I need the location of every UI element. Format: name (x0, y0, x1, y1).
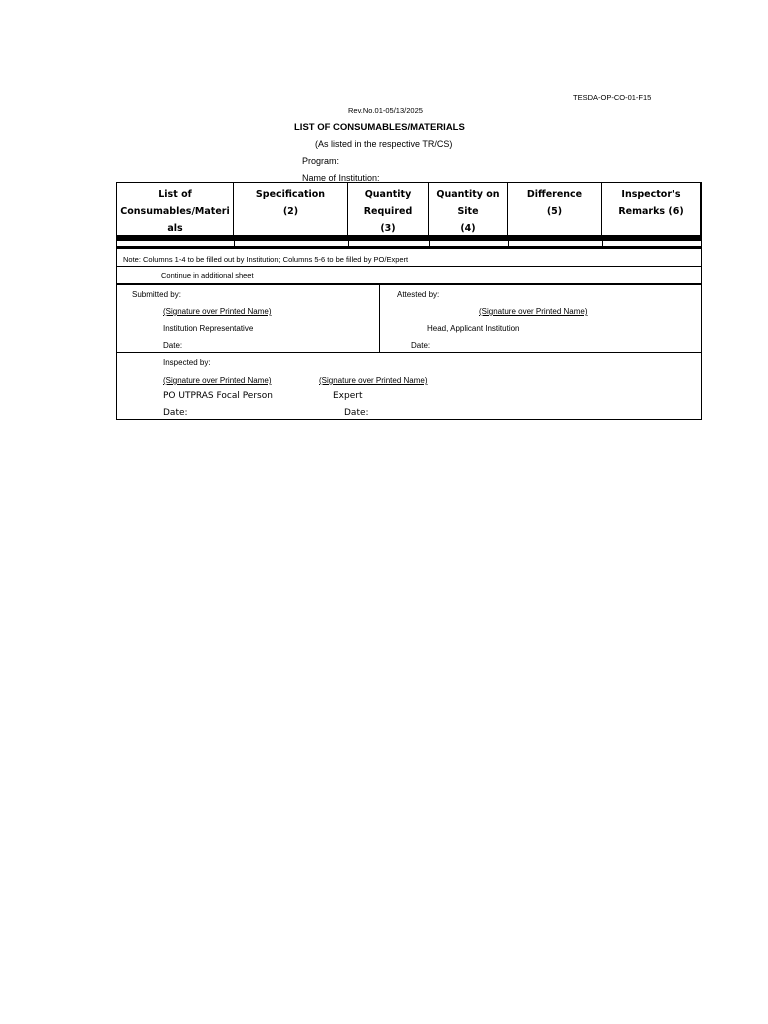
form-subtitle: (As listed in the respective TR/CS) (315, 139, 453, 149)
note-divider (117, 266, 701, 267)
program-label: Program: (302, 156, 340, 166)
column-header-quantity-required (348, 183, 429, 235)
signature-line: (Signature over Printed Name) (479, 307, 588, 316)
header-line: Quantity (364, 189, 412, 200)
header-line: Inspector's (621, 189, 681, 200)
column-header-difference (508, 183, 602, 235)
column-header-specification (234, 183, 348, 235)
continue-divider (117, 283, 701, 285)
signature-section-divider (117, 352, 701, 353)
inspected-signature-expert (319, 376, 428, 385)
signature-line: (Signature over Printed Name) (163, 307, 272, 316)
header-line: Consumables/Materi (120, 206, 230, 217)
submitted-date: Date: (163, 341, 183, 350)
signature-divider (379, 285, 380, 352)
inspected-date-expert: Date: (344, 408, 369, 418)
header-line: (2) (282, 206, 299, 217)
form-note: Note: Columns 1-4 to be filled out by Institution; Columns 5-6 to be filled by PO/Expert (123, 255, 409, 264)
column-header-consumables (117, 183, 234, 235)
column-header-inspector-remarks (602, 183, 701, 235)
attested-signature (479, 307, 588, 316)
institution-label: Name of Institution: (302, 173, 380, 183)
revision-number: Rev.No.01-05/13/2025 (348, 106, 423, 115)
inspector-role-expert: Expert (333, 391, 363, 401)
header-divider (117, 235, 701, 241)
header-line: (3) (380, 223, 396, 234)
signature-line: (Signature over Printed Name) (163, 376, 272, 385)
signature-line: (Signature over Printed Name) (319, 376, 428, 385)
form-code: TESDA-OP-CO-01-F15 (573, 93, 652, 102)
inspected-signature-po (163, 376, 272, 385)
inspected-date-po: Date: (163, 408, 188, 418)
header-line: (5) (546, 206, 563, 217)
header-line: (4) (460, 223, 476, 234)
continue-text: Continue in additional sheet (161, 271, 254, 280)
attested-role: Head, Applicant Institution (427, 324, 520, 333)
submitted-role: Institution Representative (163, 324, 254, 333)
column-header-quantity-on-site (429, 183, 508, 235)
header-line: Specification (255, 189, 326, 200)
inspected-label: Inspected by: (163, 358, 211, 367)
data-row-divider (117, 246, 701, 249)
header-line: Site (457, 206, 479, 217)
attested-label: Attested by: (397, 290, 440, 299)
submitted-label: Submitted by: (132, 290, 181, 299)
header-line: Quantity on (436, 189, 500, 200)
submitted-signature (163, 307, 272, 316)
form-title: LIST OF CONSUMABLES/MATERIALS (294, 122, 465, 133)
header-line: List of (158, 189, 192, 200)
attested-date: Date: (411, 341, 431, 350)
inspector-role-po: PO UTPRAS Focal Person (163, 391, 273, 401)
header-line: Remarks (6) (618, 206, 684, 217)
header-line: Required (363, 206, 413, 217)
header-line: als (167, 223, 183, 234)
header-line: Difference (526, 189, 583, 200)
consumables-table (116, 182, 702, 420)
